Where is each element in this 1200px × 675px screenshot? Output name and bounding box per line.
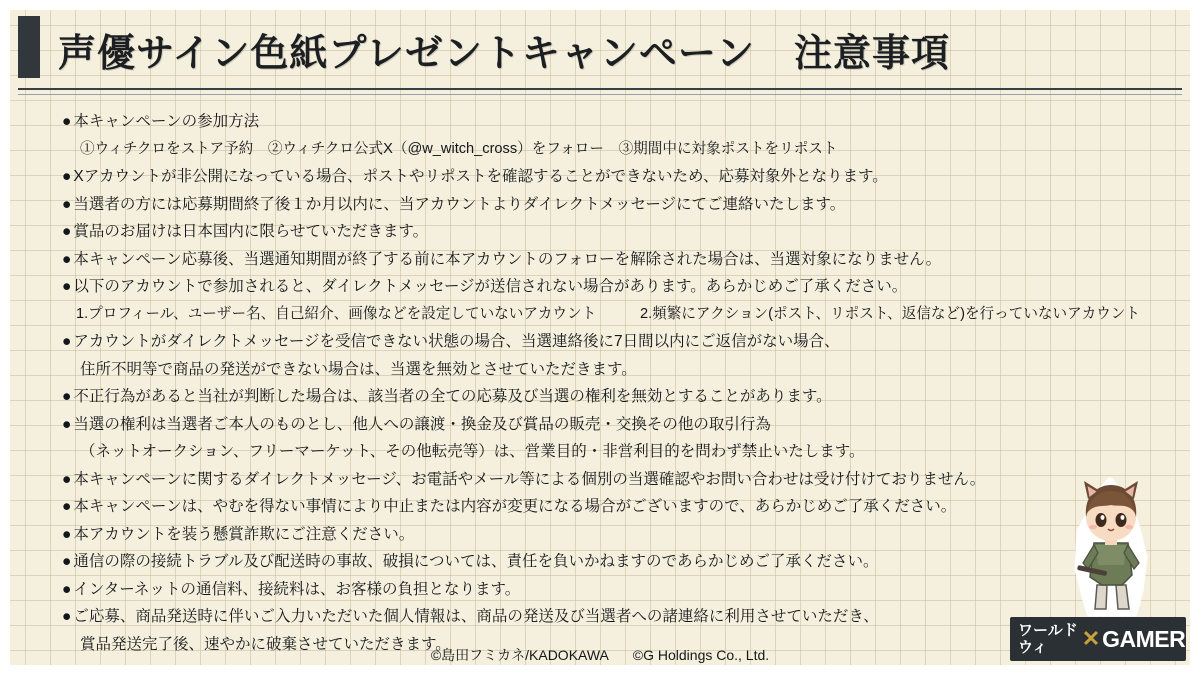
list-item bbox=[62, 466, 1182, 494]
list-item-text: 賞品発送完了後、速やかに破棄させていただきます。 bbox=[80, 635, 451, 653]
mascot-character-illustration bbox=[1050, 473, 1170, 623]
list-item bbox=[62, 163, 1182, 191]
bullet-marker: ● bbox=[62, 608, 72, 625]
list-item-text: 当選の権利は当選者ご本人のものとし、他人への譲渡・換金及び賞品の販売・交換その他の取引行為 bbox=[73, 415, 771, 433]
list-item bbox=[62, 383, 1182, 411]
brand-logo-gamer: GAMER bbox=[1102, 625, 1186, 652]
list-item-text: 本キャンペーンの参加方法 bbox=[73, 113, 260, 130]
list-item-text: 以下のアカウントで参加されると、ダイレクトメッセージが送信されない場合があります。あらかじめご了承ください。 bbox=[73, 278, 908, 295]
list-item bbox=[62, 548, 1182, 576]
bullet-marker: ● bbox=[62, 195, 72, 213]
list-item-text: 本アカウントを装う懸賞詐欺にご注意ください。 bbox=[73, 525, 415, 543]
list-item bbox=[62, 493, 1182, 521]
copyright-line-2: ©G Holdings Co., Ltd. bbox=[632, 647, 770, 663]
bullet-marker: ● bbox=[62, 168, 72, 185]
notes-list bbox=[62, 108, 1182, 658]
list-item bbox=[62, 136, 1182, 164]
list-item bbox=[62, 521, 1182, 549]
list-item bbox=[62, 411, 1182, 439]
list-item bbox=[62, 218, 1182, 246]
list-item bbox=[62, 273, 1182, 301]
list-item-text: 本キャンペーンは、やむを得ない事情により中止または内容が変更になる場合がございますので、あらかじめご了承ください。 bbox=[73, 498, 957, 515]
page-title-area bbox=[0, 16, 1200, 78]
list-item-text: インターネットの通信料、接続料は、お客様の負担となります。 bbox=[73, 580, 521, 598]
brand-logo-jp-line2: ウィ bbox=[1018, 639, 1048, 656]
list-item-text: 通信の際の接続トラブル及び配送時の事故、破損については、責任を負いかねますのであらかじめご了承ください。 bbox=[73, 553, 879, 570]
list-item-text: （ネットオークション、フリーマーケット、その他転売等）は、営業目的・非営利目的を問わず禁止いたします。 bbox=[80, 443, 865, 460]
mascot-svg bbox=[1050, 473, 1170, 623]
bullet-marker: ● bbox=[62, 250, 72, 268]
frame-border-right bbox=[1190, 0, 1200, 675]
list-item bbox=[62, 356, 1182, 384]
bullet-marker: ● bbox=[62, 333, 72, 350]
list-item-text: 本キャンペーン応募後、当選通知期間が終了する前に本アカウントのフォローを解除された場合は、当選対象になりません。 bbox=[73, 250, 942, 268]
brand-logo[interactable] bbox=[1010, 617, 1186, 661]
list-item-text: アカウントがダイレクトメッセージを受信できない状態の場合、当選連絡後に7日間以内にご返信がない場合、 bbox=[73, 333, 840, 350]
title-divider-thick bbox=[18, 88, 1182, 90]
frame-border-top bbox=[0, 0, 1200, 10]
copyright-line-1: ©島田フミカネ/KADOKAWA bbox=[430, 647, 609, 663]
list-item bbox=[62, 301, 1182, 329]
bullet-marker: ● bbox=[62, 580, 72, 598]
list-item-text: 当選者の方には応募期間終了後１か月以内に、当アカウントよりダイレクトメッセージにてご連絡いたします。 bbox=[73, 195, 846, 213]
x-mark-icon: ✕ bbox=[1081, 626, 1101, 651]
list-item bbox=[62, 246, 1182, 274]
brand-logo-jp bbox=[1010, 622, 1078, 656]
page-title: 声優サイン色紙プレゼントキャンペーン 注意事項 bbox=[58, 33, 951, 75]
list-item-text: ①ウィチクロをストア予約 ②ウィチクロ公式X（@w_witch_cross）をフォロー ③期間中に対象ポストをリポスト bbox=[80, 140, 838, 157]
list-item-text: Xアカウントが非公開になっている場合、ポストやリポストを確認することができないため、応募対象外となります。 bbox=[73, 168, 888, 185]
title-divider-thin bbox=[18, 94, 1182, 95]
list-item-text: 本キャンペーンに関するダイレクトメッセージ、お電話やメール等による個別の当選確認やお問い合わせは受け付けておりません。 bbox=[73, 470, 986, 488]
bullet-marker: ● bbox=[62, 525, 72, 543]
list-item-text: ご応募、商品発送時に伴いご入力いただいた個人情報は、商品の発送及び当選者への諸連絡に利用させていただき、 bbox=[73, 608, 879, 625]
bullet-marker: ● bbox=[62, 388, 72, 405]
frame-border-bottom bbox=[0, 665, 1200, 675]
brand-logo-jp-line1: ワールド bbox=[1018, 622, 1078, 639]
bullet-marker: ● bbox=[62, 113, 72, 130]
frame-border-left bbox=[0, 0, 10, 675]
list-item-text: 賞品のお届けは日本国内に限らせていただきます。 bbox=[73, 223, 429, 240]
bullet-marker: ● bbox=[62, 278, 72, 295]
list-item-text: 不正行為があると当社が判断した場合は、該当者の全ての応募及び当選の権利を無効とすることがあります。 bbox=[73, 388, 832, 405]
list-item bbox=[62, 191, 1182, 219]
list-item bbox=[62, 108, 1182, 136]
bullet-marker: ● bbox=[62, 223, 72, 240]
bullet-marker: ● bbox=[62, 553, 72, 570]
list-item bbox=[62, 328, 1182, 356]
list-item bbox=[62, 576, 1182, 604]
title-accent-bar bbox=[18, 16, 40, 78]
bullet-marker: ● bbox=[62, 470, 72, 488]
list-item-text: 住所不明等で商品の発送ができない場合は、当選を無効とさせていただきます。 bbox=[80, 360, 637, 378]
bullet-marker: ● bbox=[62, 498, 72, 515]
bullet-marker: ● bbox=[62, 415, 72, 433]
list-item-text: 1.プロフィール、ユーザー名、自己紹介、画像などを設定していないアカウント 2.頻繁にアクション(ポスト、リポスト、返信など)を行っていないアカウント bbox=[76, 305, 1140, 322]
list-item bbox=[62, 438, 1182, 466]
